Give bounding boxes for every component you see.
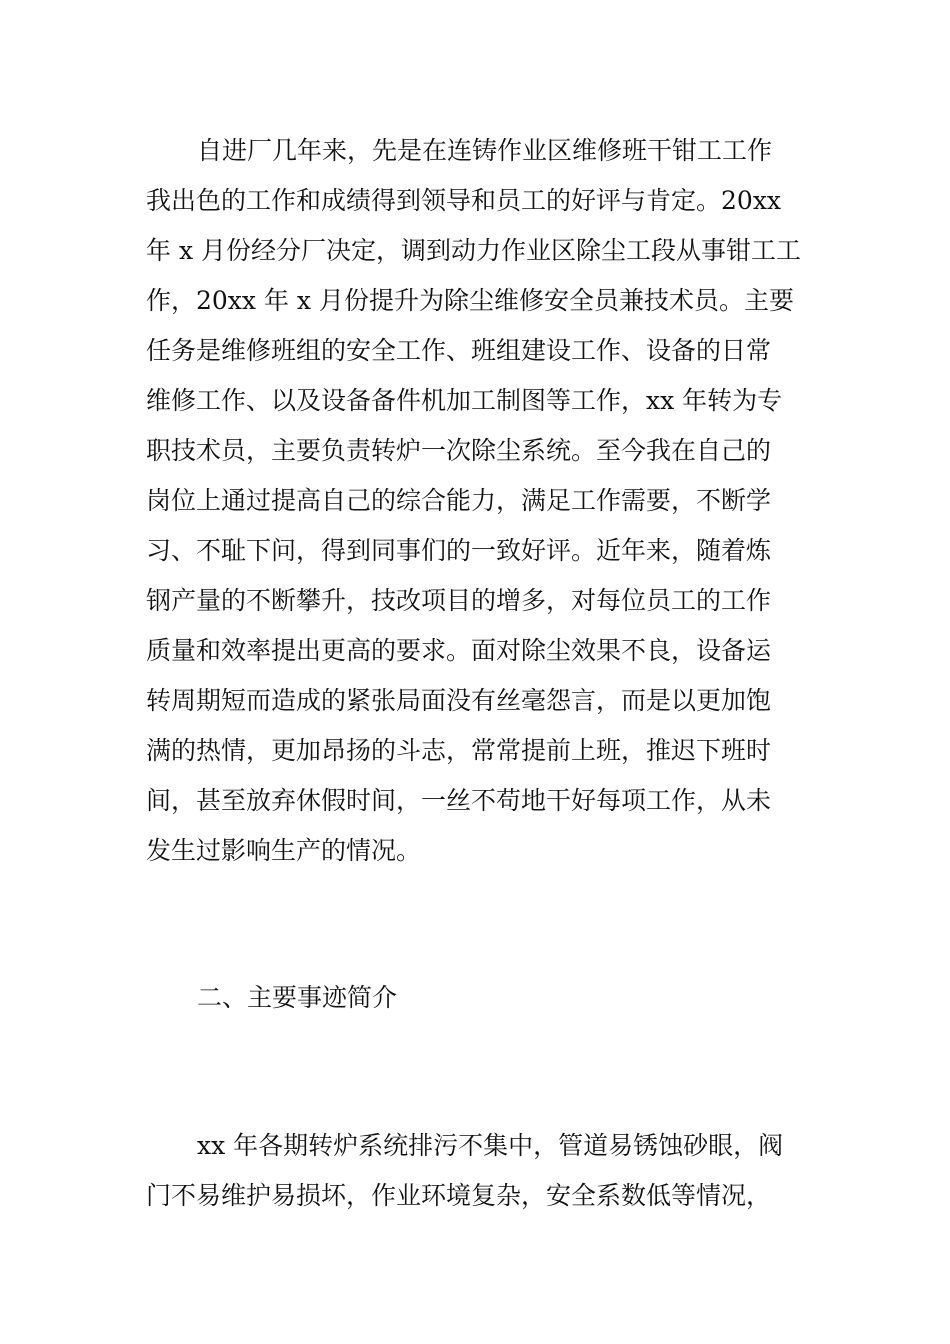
text-line: xx 年各期转炉系统排污不集中，管道易锈蚀砂眼，阀	[197, 1131, 784, 1160]
text-line: 门不易维护易损坏，作业环境复杂，安全系数低等情况，	[146, 1181, 772, 1210]
text-line: 任务是维修班组的安全工作、班组建设工作、设备的日常	[146, 336, 772, 365]
text-line: 岗位上通过提高自己的综合能力，满足工作需要，不断学	[146, 486, 772, 515]
text-line: 我出色的工作和成绩得到领导和员工的好评与肯定。20xx	[146, 186, 782, 215]
text-line: 作，20xx 年 x 月份提升为除尘维修安全员兼技术员。主要	[146, 286, 794, 315]
text-line: 维修工作、以及设备备件机加工制图等工作，xx 年转为专	[146, 386, 783, 415]
text-line: 质量和效率提出更高的要求。面对除尘效果不良，设备运	[146, 636, 772, 665]
text-line: 钢产量的不断攀升，技改项目的增多，对每位员工的工作	[146, 586, 772, 615]
text-line: 间，甚至放弃休假时间，一丝不苟地干好每项工作，从未	[146, 786, 772, 815]
section-heading: 二、主要事迹简介	[197, 983, 398, 1012]
text-line: 职技术员，主要负责转炉一次除尘系统。至今我在自己的	[146, 436, 772, 465]
text-line: 习、不耻下问，得到同事们的一致好评。近年来，随着炼	[146, 536, 772, 565]
text-line: 满的热情，更加昂扬的斗志，常常提前上班，推迟下班时	[146, 736, 772, 765]
text-line: 发生过影响生产的情况。	[146, 836, 422, 865]
text-line: 自进厂几年来，先是在连铸作业区维修班干钳工工作	[197, 136, 773, 165]
text-line: 年 x 月份经分厂决定，调到动力作业区除尘工段从事钳工工	[146, 236, 801, 265]
text-line: 转周期短而造成的紧张局面没有丝毫怨言，而是以更加饱	[146, 686, 772, 715]
